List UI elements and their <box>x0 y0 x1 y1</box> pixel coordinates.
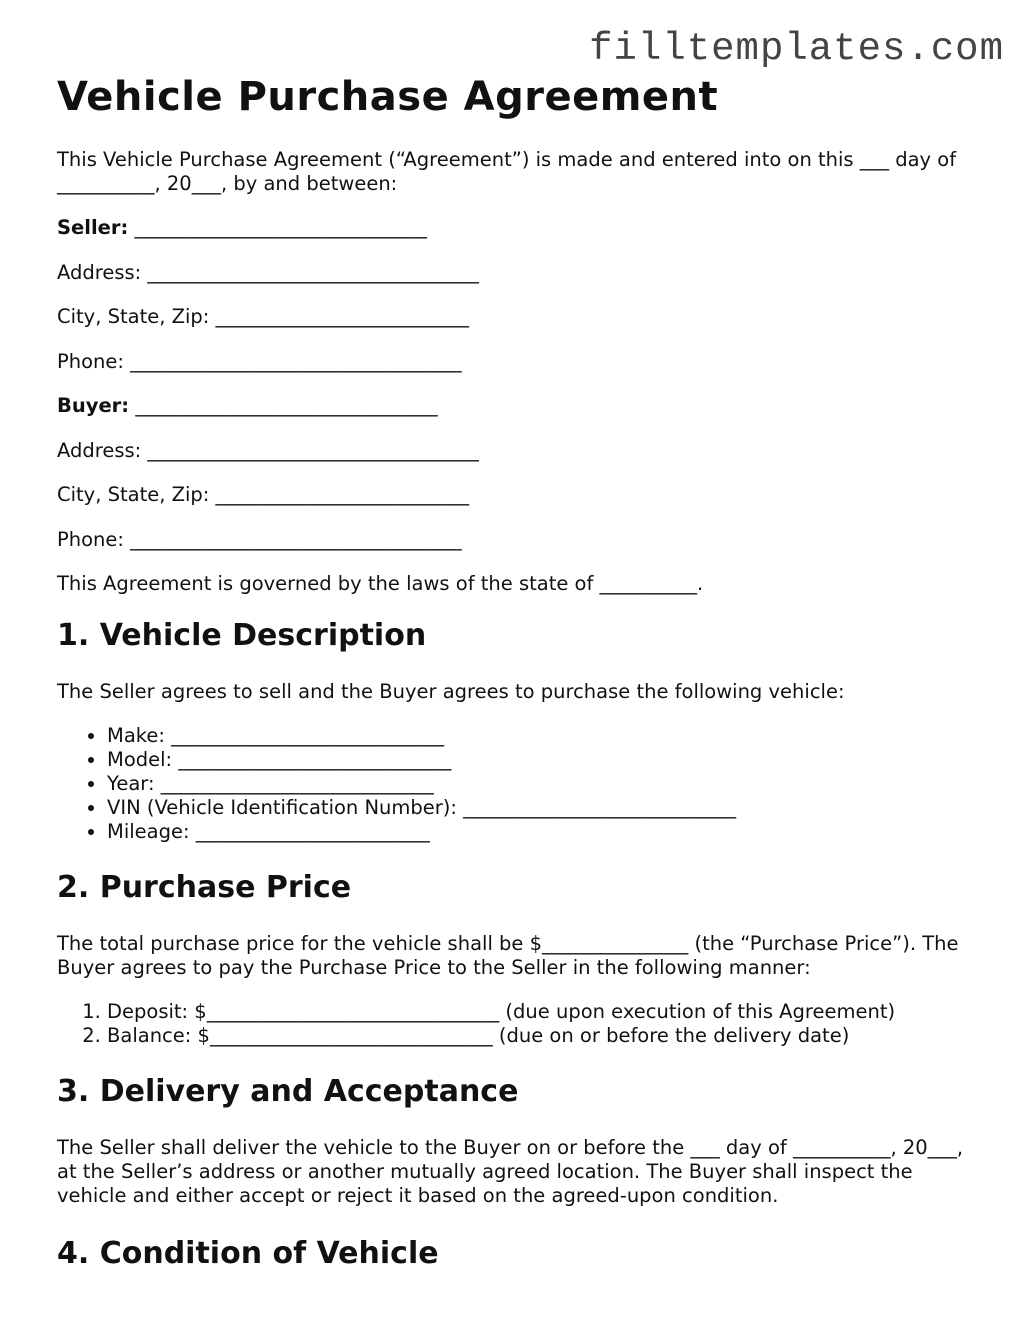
seller-city-field: City, State, Zip: __________________________ <box>57 305 470 328</box>
list-item: • Year: ____________________________ <box>107 772 987 796</box>
section-1-heading: 1. Vehicle Description <box>57 618 427 653</box>
list-item: 1. Deposit: $______________________________ (due upon execution of this Agreement) <box>107 1000 987 1024</box>
buyer-address-field: Address: __________________________________ <box>57 438 479 462</box>
page-title: Vehicle Purchase Agreement <box>57 74 719 120</box>
payment-terms-list <box>57 1000 987 1048</box>
section-1-text: The Seller agrees to sell and the Buyer agrees to purchase the following vehicle: <box>57 680 845 703</box>
list-item: • Make: ____________________________ <box>107 724 987 748</box>
governing-law-paragraph: This Agreement is governed by the laws of the state of __________. <box>57 572 704 595</box>
document-page <box>57 74 987 1298</box>
seller-address-field: Address: __________________________________ <box>57 260 479 284</box>
list-item: • Model: ____________________________ <box>107 748 987 772</box>
intro-paragraph: This Vehicle Purchase Agreement (“Agreement”) is made and entered into on this ___ day of __________, 20___, by and between: <box>57 148 957 195</box>
section-3-text: The Seller shall deliver the vehicle to the Buyer on or before the ___ day of __________, 20___, at the Seller’s address or another mutually agreed location. The Buyer shall inspect the vehicle and either accept or reject it based on the agreed-upon condition. <box>57 1136 964 1207</box>
list-item: 2. Balance: $_____________________________ (due on or before the delivery date) <box>107 1024 987 1048</box>
buyer-label: Buyer: <box>57 394 130 417</box>
seller-field <box>57 216 987 240</box>
vehicle-details-list <box>57 724 987 844</box>
list-item: • VIN (Vehicle Identification Number): ____________________________ <box>107 796 987 820</box>
watermark: filltemplates.com <box>589 27 1004 71</box>
buyer-city-field: City, State, Zip: __________________________ <box>57 483 470 506</box>
seller-phone-field: Phone: __________________________________ <box>57 349 462 373</box>
seller-label: Seller: <box>57 216 129 239</box>
section-3-heading: 3. Delivery and Acceptance <box>57 1074 519 1109</box>
buyer-blank: _______________________________ <box>135 394 438 417</box>
buyer-phone-field: Phone: __________________________________ <box>57 527 462 551</box>
seller-blank: ______________________________ <box>134 216 427 239</box>
list-item: • Mileage: ________________________ <box>107 820 987 844</box>
section-2-text: The total purchase price for the vehicle shall be $_______________ (the “Purchase Price”). The Buyer agrees to pay the Purchase Price to the Seller in the following manner: <box>57 932 959 979</box>
buyer-field <box>57 394 987 418</box>
section-4-heading: 4. Condition of Vehicle <box>57 1236 439 1271</box>
section-2-heading: 2. Purchase Price <box>57 870 352 905</box>
